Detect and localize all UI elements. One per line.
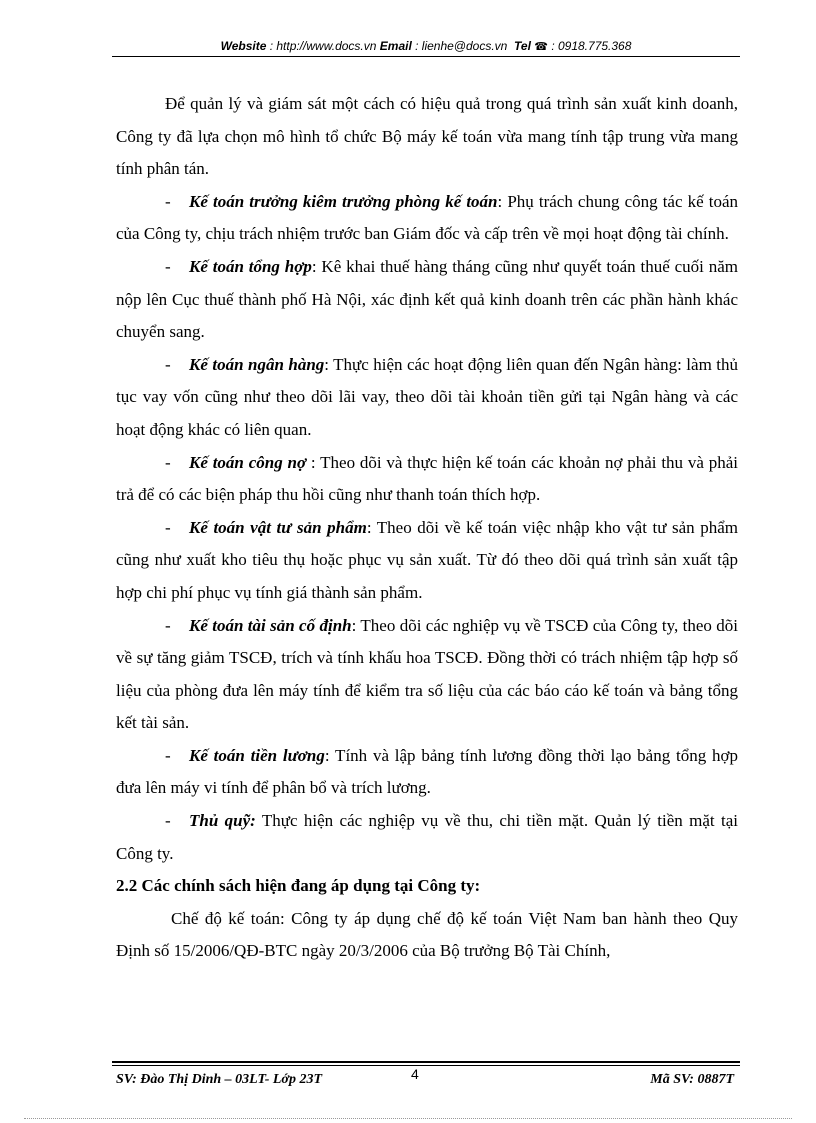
website-value: : http://www.docs.vn [266,39,380,53]
email-value: : lienhe@docs.vn [411,39,511,53]
list-item [116,251,738,349]
item-text: : Theo dõi các nghiệp vụ về TSCĐ của Công ty, theo dõi về sự tăng giảm TSCĐ, trích và tính khấu hoa TSCĐ. Đồng thời có trách nhiệm tập hợp số liệu của phòng đưa lên máy tính để kiểm tra số liệu của các báo cáo kế toán và bảng tổng kết tài sản. [116,615,738,733]
footer-student: SV: Đào Thị Dinh – 03LT- Lớp 23T [116,1072,323,1087]
list-item [116,512,738,610]
tel-value: : 0918.775.368 [547,39,632,53]
page-edge-divider [24,1118,792,1119]
footer-student-id: Mã SV: 0887T [650,1072,734,1087]
item-text: : Phụ trách chung công tác kế toán của Công ty, chịu trách nhiệm trước ban Giám đốc và cấp trên về mọi hoạt động tài chính. [116,191,739,244]
item-term: Kế toán tổng hợp [189,256,312,276]
dash-bullet: - [165,191,171,211]
item-term: Kế toán tài sản cố định [189,615,352,635]
item-term: Kế toán công nợ [189,452,307,472]
item-text: : Kê khai thuế hàng tháng cũng như quyết toán thuế cuối năm nộp lên Cục thuế thành phố Hà Nội, xác định kết quả kinh doanh trên các phần hành khác chuyển sang. [116,256,738,342]
intro-paragraph: Để quản lý và giám sát một cách có hiệu quả trong quá trình sản xuất kinh doanh, Công ty đã lựa chọn mô hình tổ chức Bộ máy kế toán vừa mang tính tập trung vừa mang tính phân tán. [116,94,738,179]
item-term: Kế toán vật tư sản phẩm [189,517,367,537]
list-item [116,186,738,251]
page-header [112,36,740,57]
website-label: Website [220,39,267,53]
item-text: Thực hiện các nghiệp vụ về thu, chi tiền mặt. Quản lý tiền mặt tại Công ty. [116,811,738,863]
email-label: Email [379,39,412,53]
item-term: Kế toán tiền lương [189,745,325,765]
item-text: : Tính và lập bảng tính lương đồng thời lạo bảng tổng hợp đưa lên máy vi tính để phân bổ và trích lương. [116,745,739,798]
section-paragraph: Chế độ kế toán: Công ty áp dụng chế độ kế toán Việt Nam ban hành theo Quy Định số 15/2006/QĐ-BTC ngày 20/3/2006 của Bộ trưởng Bộ Tài Chính, [116,908,738,961]
item-term: Kế toán ngân hàng [189,354,325,374]
list-item [116,740,738,805]
list-item [116,610,738,740]
list-item [116,447,738,512]
dash-bullet: - [165,256,171,276]
section-heading: 2.2 Các chính sách hiện đang áp dụng tại Công ty: [116,876,481,896]
page-number: 4 [411,1066,419,1082]
dash-bullet: - [165,811,171,831]
list-item [116,805,738,870]
page-body [116,88,738,968]
dash-bullet: - [165,517,171,537]
dash-bullet: - [165,745,171,765]
list-item [116,349,738,447]
item-term: Thủ quỹ: [189,811,256,831]
item-term: Kế toán trưởng kiêm trưởng phòng kế toán [189,191,498,211]
footer-divider [112,1061,740,1063]
item-text: : Theo dõi về kế toán việc nhập kho vật tư sản phẩm cũng như xuất kho tiêu thụ hoặc phục vụ sản xuất. Từ đó theo dõi quá trình sản xuất tập hợp chi phí phục vụ tính giá thành sản phẩm. [116,517,738,602]
dash-bullet: - [165,354,171,374]
dash-bullet: - [165,452,171,472]
item-text: : Thực hiện các hoạt động liên quan đến Ngân hàng: làm thủ tục vay vốn cũng như theo dõi lãi vay, theo dõi tài khoản tiền gửi tại Ngân hàng và các hoạt động khác có liên quan. [116,354,738,439]
item-text: : Theo dõi và thực hiện kế toán các khoản nợ phải thu và phải trả để có các biện pháp thu hồi cũng như thanh toán thích hợp. [116,452,739,505]
tel-label: Tel [514,39,531,53]
page-footer [116,1066,734,1090]
phone-icon: ☎ [534,41,548,53]
dash-bullet: - [165,615,171,635]
